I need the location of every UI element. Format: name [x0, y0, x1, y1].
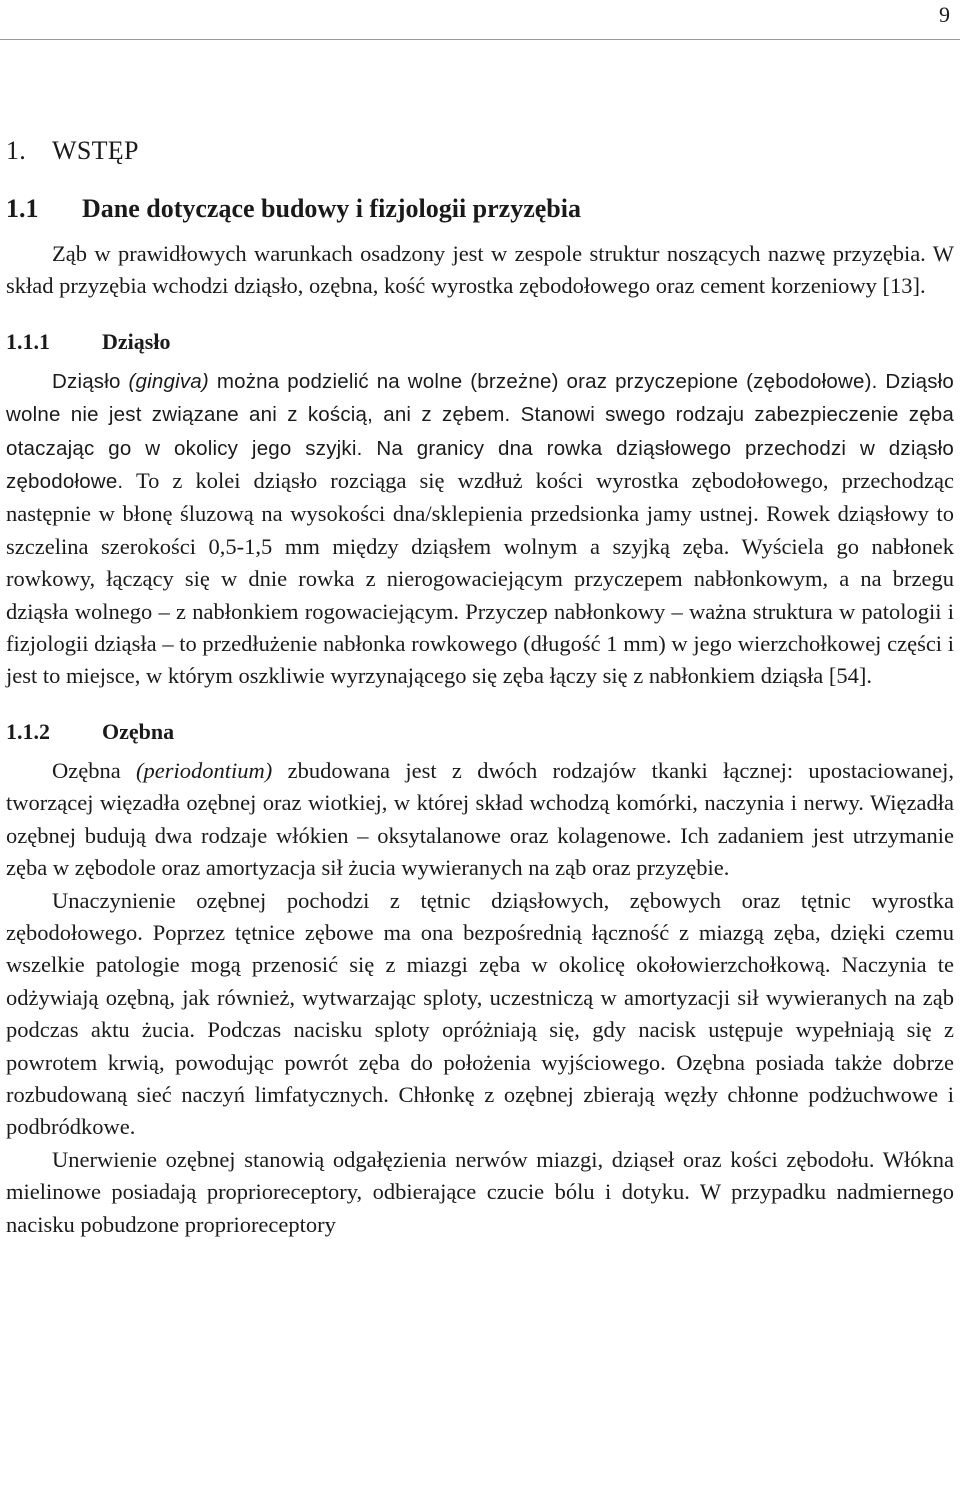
- periodontium-paragraph-2: Unaczynienie ozębnej pochodzi z tętnic dziąsłowych, zębowych oraz tętnic wyrostka zębodołowego. Poprzez tętnice zębowe ma ona bezpośrednią łączność z miazgą zęba, dzięki czemu wszelkie patologie mogą przenosić się z miazgi zęba w okolicę okołowierzchołkową. Naczynia te odżywiają ozębną, jak również, wytwarzając sploty, uczestniczą w amortyzacji sił wywieranych na ząb podczas aktu żucia. Podczas nacisku sploty opróżniają się, gdy nacisk ustępuje wypełniają się z powrotem krwią, powodując powrót zęba do położenia wyjściowego. Ozębna posiada także dobrze rozbudowaną sieć naczyń limfatycznych. Chłonkę z ozębnej zbierają węzły chłonne podżuchwowe i podbródkowe.: [6, 887, 954, 1140]
- page-number: 9: [939, 2, 950, 27]
- gingiva-text-sans: można podzielić na wolne (brzeżne) oraz przyczepione (zębodołowe). Dziąsło wolne nie jest związane ani z kością, ani z zębem. Stanowi swego rodzaju zabezpieczenie zęba otaczając go w okolicy jego szyjki. Na granicy dna rowka dziąsłowego przechodzi w dziąsło zębodołowe.: [6, 369, 955, 494]
- intro-paragraph: Ząb w prawidłowych warunkach osadzony jest w zespole struktur noszących nazwę przyzębia. W skład przyzębia wchodzi dziąsło, ozębna, kość wyrostka zębodołowego oraz cement korzeniowy [13].: [6, 241, 954, 299]
- subsection-heading-gingiva: [6, 329, 954, 355]
- header-rule: [0, 39, 960, 40]
- chapter-title: WSTĘP: [52, 136, 139, 165]
- periodontium-paragraph-3: Unerwienie ozębnej stanowią odgałęzienia nerwów miazgi, dziąseł oraz kości zębodołu. Włókna mielinowe posiadają proprioreceptory, odbierające czucie bólu i dotyku. W przypadku nadmiernego nacisku pobudzone proprioreceptory: [6, 1146, 954, 1237]
- subsection-heading-periodontium: [6, 719, 954, 745]
- chapter-heading: [6, 136, 954, 166]
- gingiva-text-serif: To z kolei dziąsło rozciąga się wzdłuż kości wyrostka zębodołowego, przechodząc następnie w błonę śluzową na wysokości dna/sklepienia przedsionka jamy ustnej. Rowek dziąsłowy to szczelina szerokości 0,5-1,5 mm między dziąsłem wolnym a szyjką zęba. Wyściela go nabłonek rowkowy, łączący się w dnie rowka z nierogowaciejącym przyczepem nabłonkowym, a na brzegu dziąsła wolnego – z nabłonkiem rogowaciejącym. Przyczep nabłonkowy – ważna struktura w patologii i fizjologii dziąsła – to przedłużenie nabłonka rowkowego (długość 1 mm) w jego wierzchołkowej części i jest to miejsce, w którym oszkliwie wyrzynającego się zęba łączy się z nabłonkiem dziąsła [54].: [6, 468, 954, 689]
- gingiva-latin-term: (gingiva): [128, 369, 209, 393]
- subsection-number: 1.1.2: [6, 718, 50, 744]
- periodontium-text-lead: Ozębna: [52, 757, 137, 783]
- gingiva-text-lead: Dziąsło: [52, 369, 129, 393]
- periodontium-text: zbudowana jest z dwóch rodzajów tkanki łącznej: upostaciowanej, tworzącej więzadła ozębnej oraz wiotkiej, w której skład wchodzą komórki, naczynia i nerwy. Więzadła ozębnej budują dwa rodzaje włókien – oksytalanowe oraz kolagenowe. Ich zadaniem jest utrzymanie zęba w zębodole oraz amortyzacja sił żucia wywieranych na ząb oraz przyzębie.: [6, 757, 954, 881]
- document-body: [6, 122, 954, 1241]
- subsection-title: Dziąsło: [102, 328, 171, 354]
- section-title: Dane dotyczące budowy i fizjologii przyzębia: [82, 194, 581, 223]
- subsection-title: Ozębna: [102, 718, 175, 744]
- section-number: 1.1: [6, 194, 39, 223]
- section-heading: [6, 194, 954, 224]
- periodontium-latin-term: (periodontium): [136, 757, 273, 783]
- gingiva-paragraph: [6, 365, 954, 693]
- periodontium-paragraph-1: [6, 755, 954, 885]
- subsection-number: 1.1.1: [6, 328, 50, 354]
- chapter-number: 1.: [6, 136, 27, 165]
